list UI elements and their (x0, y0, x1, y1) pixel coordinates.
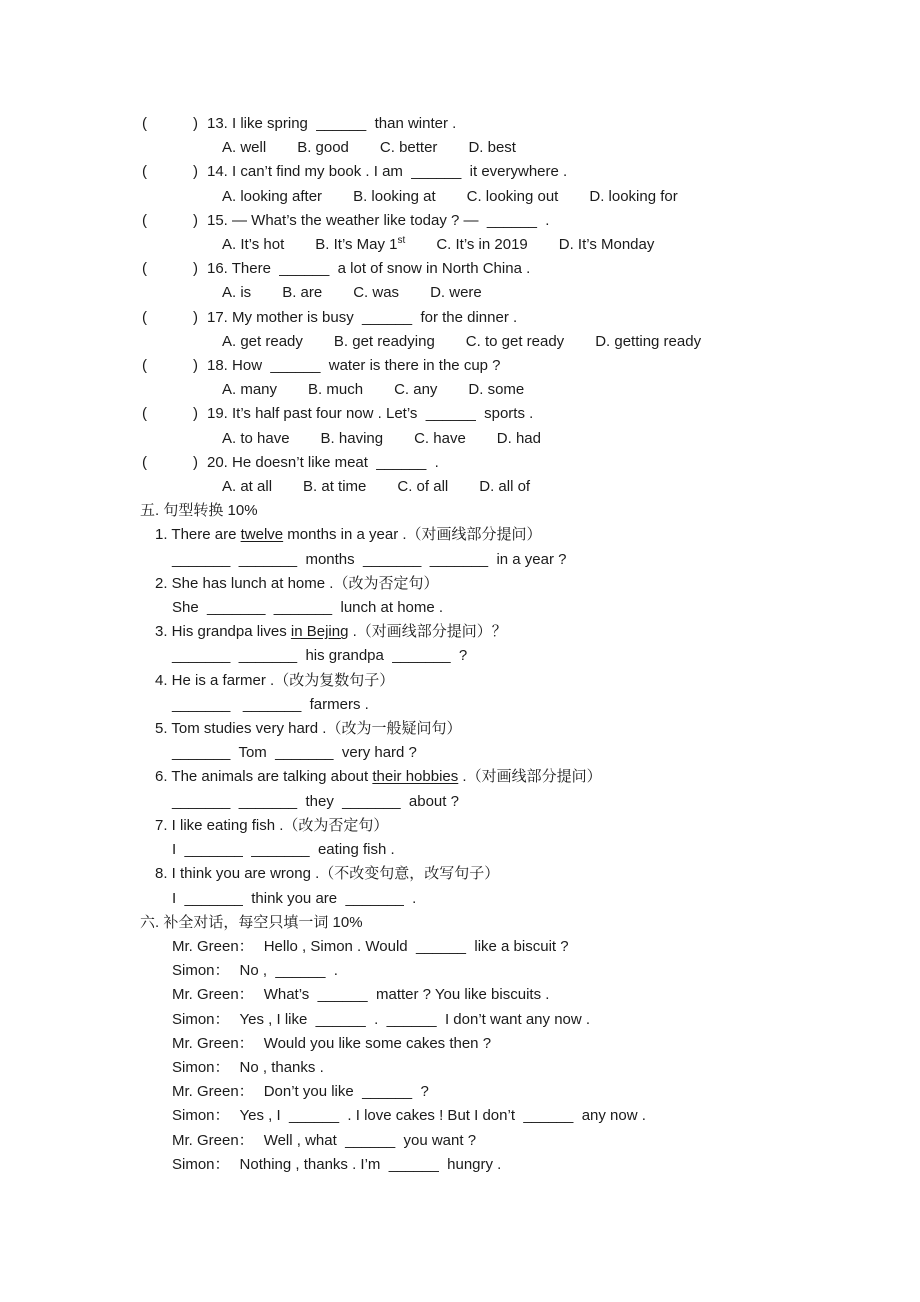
dialogue-lines (0, 935, 920, 1177)
option-label: B. get readying (333, 332, 435, 350)
option-label: C. any (394, 381, 438, 399)
option-label: B. It’s May 1st (315, 235, 406, 254)
dialogue-text: Would you like some cakes then ? (263, 1034, 492, 1052)
mcq-options-18 (0, 378, 920, 402)
dialogue-text: Hello , Simon . Would ______ like a biscuit ? (263, 937, 569, 955)
dialogue-text: Nothing , thanks . I’m ______ hungry . (239, 1155, 502, 1173)
speaker-name: Mr. Green： (172, 937, 254, 955)
transform-prompt-3: 3. His grandpa lives in Bejing .（对画线部分提问）？ (155, 623, 507, 641)
option-label: C. of all (397, 478, 449, 496)
transform-answer-2: She _______ _______ lunch at home . (172, 599, 444, 617)
option-label: A. is (222, 284, 252, 302)
dialogue-line-4 (0, 1008, 920, 1032)
option-label: A. many (222, 381, 278, 399)
question-text: 17. My mother is busy ______ for the dinner . (207, 308, 518, 326)
multiple-choice-section (0, 112, 920, 499)
dialogue-text: Yes , I like ______ . ______ I don’t want any now . (239, 1010, 591, 1028)
answer-bracket: ( ) (142, 357, 198, 375)
transform-answer-8: I _______ think you are _______ . (172, 889, 417, 907)
option-label: C. looking out (466, 187, 559, 205)
mcq-question-16 (0, 257, 920, 281)
answer-bracket: ( ) (142, 453, 198, 471)
answer-bracket: ( ) (142, 163, 198, 181)
dialogue-text: Yes , I ______ . I love cakes ! But I don’t ______ any now . (239, 1107, 646, 1125)
speaker-name: Mr. Green： (172, 1131, 254, 1149)
transform-answer-6: _______ _______ they _______ about ? (172, 792, 459, 810)
option-label: C. have (414, 429, 466, 447)
speaker-name: Mr. Green： (172, 986, 254, 1004)
option-label: A. at all (222, 478, 273, 496)
transform-answer-5: _______ Tom _______ very hard ? (172, 744, 417, 762)
dialogue-completion-section (0, 911, 920, 1177)
dialogue-text: No , ______ . (239, 962, 338, 980)
option-label: B. at time (303, 478, 367, 496)
speaker-name: Simon： (172, 1058, 230, 1076)
option-label: C. was (353, 284, 400, 302)
mcq-options-16 (0, 281, 920, 305)
dialogue-text: Don’t you like ______ ? (263, 1083, 429, 1101)
transform-answer-4: _______ _______ farmers . (172, 695, 369, 713)
dialogue-line-7 (0, 1080, 920, 1104)
answer-bracket: ( ) (142, 308, 198, 326)
mcq-options-17 (0, 330, 920, 354)
speaker-name: Mr. Green： (172, 1083, 254, 1101)
question-text: 13. I like spring ______ than winter . (207, 115, 457, 132)
option-label: D. had (496, 429, 541, 447)
option-label: C. better (379, 139, 438, 157)
mcq-question-20 (0, 451, 920, 475)
option-label: B. having (320, 429, 384, 447)
option-label: A. well (222, 139, 267, 157)
option-label: D. all of (479, 478, 531, 496)
speaker-name: Simon： (172, 1010, 230, 1028)
transform-answer-3: _______ _______ his grandpa _______ ? (172, 647, 468, 665)
section6-heading: 六. 补全对话，每空只填一词 10% (140, 913, 363, 931)
option-label: B. much (308, 381, 364, 399)
dialogue-line-3 (0, 983, 920, 1007)
transform-prompt-5: 5. Tom studies very hard .（改为一般疑问句） (155, 720, 462, 738)
sentence-transformation-items (0, 523, 920, 910)
mcq-options-15 (0, 233, 920, 257)
option-label: C. It’s in 2019 (436, 236, 528, 254)
speaker-name: Mr. Green： (172, 1034, 254, 1052)
transform-prompt-4: 4. He is a farmer .（改为复数句子） (155, 671, 395, 689)
option-label: D. were (430, 284, 482, 302)
section5-heading: 五. 句型转换 10% (140, 502, 258, 520)
transform-prompt-1: 1. There are twelve months in a year .（对画线部分提问） (155, 526, 542, 544)
dialogue-line-10 (0, 1153, 920, 1177)
answer-bracket: ( ) (142, 115, 198, 132)
dialogue-line-5 (0, 1032, 920, 1056)
option-label: D. It’s Monday (558, 236, 655, 254)
speaker-name: Simon： (172, 1107, 230, 1125)
option-label: D. some (468, 381, 525, 399)
dialogue-text: No , thanks . (239, 1058, 324, 1076)
dialogue-text: Well , what ______ you want ? (263, 1131, 477, 1149)
option-label: D. getting ready (595, 332, 702, 350)
speaker-name: Simon： (172, 1155, 230, 1173)
dialogue-line-9 (0, 1129, 920, 1153)
speaker-name: Simon： (172, 962, 230, 980)
answer-bracket: ( ) (142, 405, 198, 423)
option-label: D. looking for (589, 187, 678, 205)
option-label: B. good (297, 139, 349, 157)
option-label: D. best (468, 139, 516, 157)
mcq-options-19 (0, 427, 920, 451)
option-label: B. are (282, 284, 323, 302)
question-text: 20. He doesn’t like meat ______ . (207, 453, 439, 471)
mcq-question-18 (0, 354, 920, 378)
dialogue-line-1 (0, 935, 920, 959)
question-text: 16. There ______ a lot of snow in North China . (207, 260, 531, 278)
sentence-transformation-section (0, 499, 920, 910)
transform-answer-1: _______ _______ months _______ _______ in a year ? (172, 550, 567, 568)
mcq-question-13 (0, 112, 920, 136)
answer-bracket: ( ) (142, 211, 198, 229)
question-text: 19. It’s half past four now . Let’s ______ sports . (207, 405, 534, 423)
question-text: 15. — What’s the weather like today ? — ______ . (207, 211, 550, 229)
answer-bracket: ( ) (142, 260, 198, 278)
transform-prompt-7: 7. I like eating fish .（改为否定句） (155, 816, 389, 834)
mcq-question-19 (0, 402, 920, 426)
mcq-options-20 (0, 475, 920, 499)
worksheet-page (0, 112, 920, 1177)
mcq-question-15 (0, 209, 920, 233)
option-label: A. to have (222, 429, 290, 447)
dialogue-line-2 (0, 959, 920, 983)
mcq-question-17 (0, 306, 920, 330)
option-superscript: st (397, 235, 406, 247)
transform-prompt-8: 8. I think you are wrong .（不改变句意，改写句子） (155, 865, 500, 883)
question-text: 18. How ______ water is there in the cup ? (207, 357, 501, 375)
mcq-question-14 (0, 160, 920, 184)
dialogue-line-8 (0, 1104, 920, 1128)
transform-prompt-2: 2. She has lunch at home .（改为否定句） (155, 574, 439, 592)
dialogue-text: What’s ______ matter ? You like biscuits . (263, 986, 550, 1004)
mcq-options-14 (0, 185, 920, 209)
option-label: B. looking at (353, 187, 436, 205)
option-label: A. get ready (222, 332, 303, 350)
option-label: A. looking after (222, 187, 323, 205)
transform-answer-7: I _______ _______ eating fish . (172, 841, 395, 859)
option-label: C. to get ready (465, 332, 565, 350)
mcq-options-13 (0, 136, 920, 160)
transform-prompt-6: 6. The animals are talking about their hobbies .（对画线部分提问） (155, 768, 602, 786)
question-text: 14. I can’t find my book . I am ______ it everywhere . (207, 163, 568, 181)
option-label: A. It’s hot (222, 236, 285, 254)
dialogue-line-6 (0, 1056, 920, 1080)
